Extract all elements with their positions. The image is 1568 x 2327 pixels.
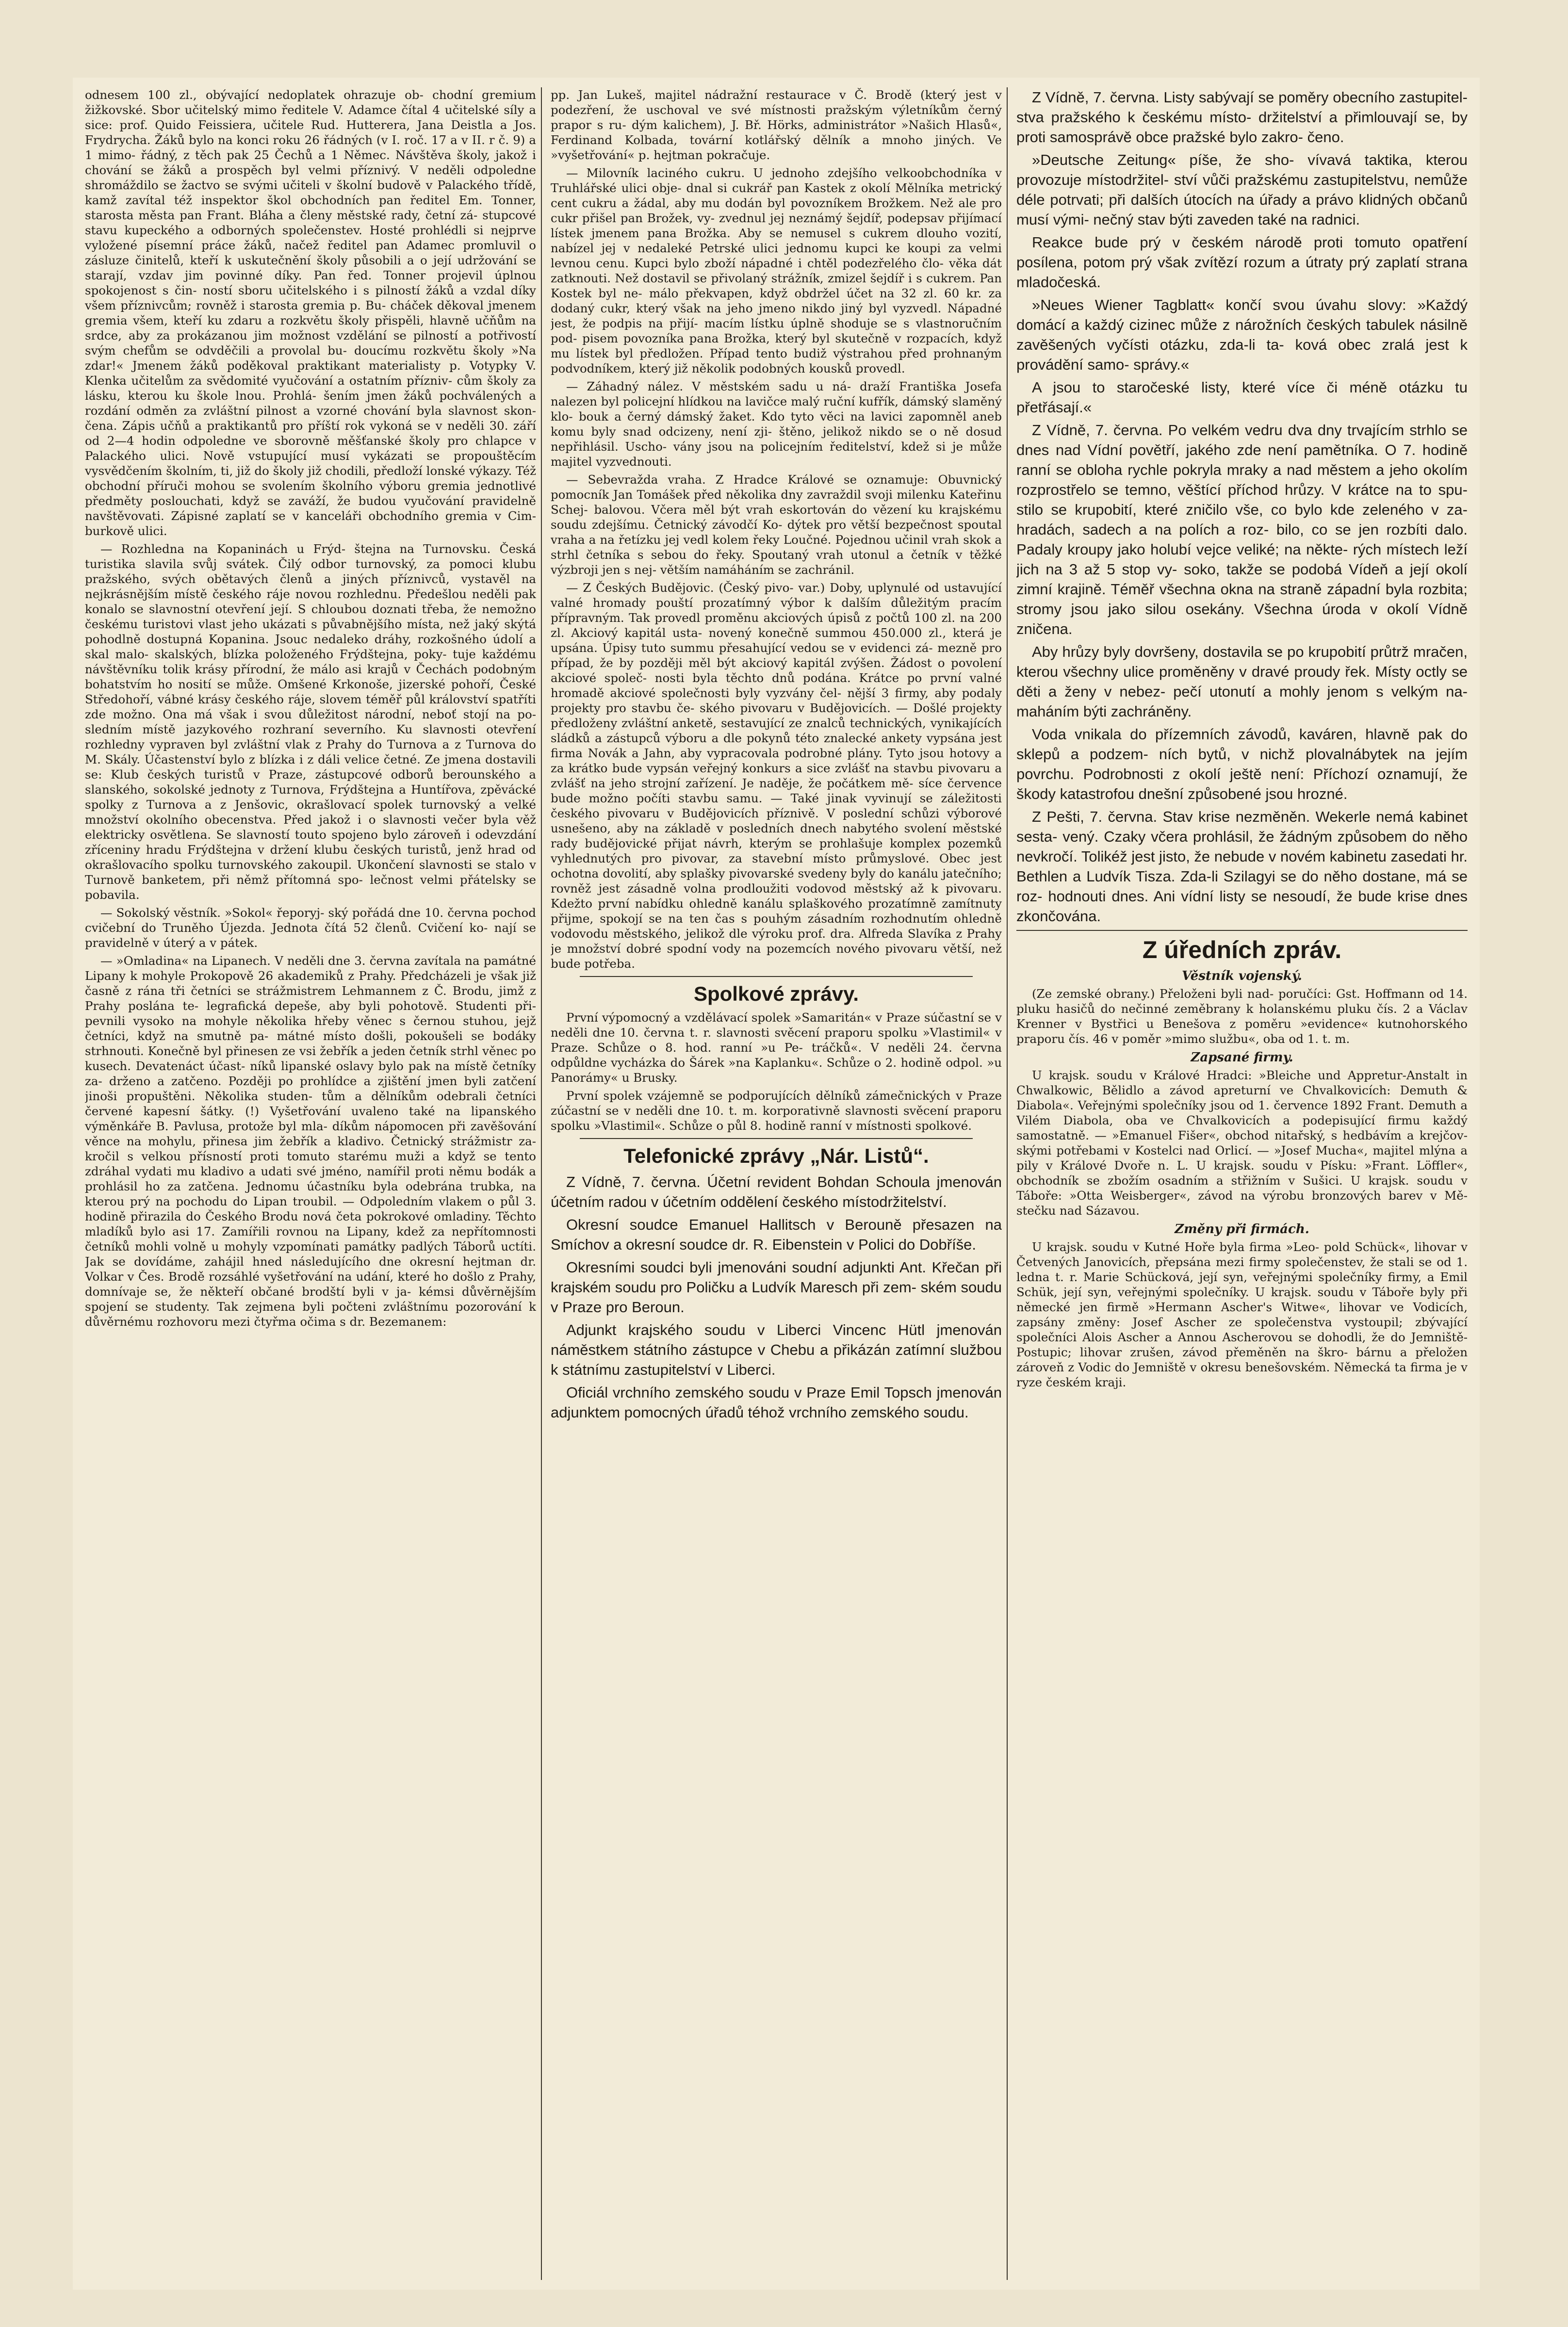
telefon-block bbox=[551, 1172, 1002, 1422]
article-paragraph: Oficiál vrchního zemského soudu v Praze Emil Topsch jmenován adjunktem pomocných úřadů téhož vrchního zemského soudu. bbox=[551, 1384, 1002, 1421]
section-divider bbox=[580, 1138, 973, 1139]
column-1 bbox=[85, 87, 536, 2280]
article-paragraph: »Neues Wiener Tagblatt« končí svou úvahu slovy: »Každý domácí a každý cizinec může z nárožních českých tabulek násilně zavěšených vyčísti otázku, zda-li ta- ková obec zralá jest k provádění samo- správy.« bbox=[1016, 296, 1468, 373]
section-heading-uradni: Z úředních zpráv. bbox=[1142, 936, 1342, 963]
section-heading-spolkove: Spolkové zprávy. bbox=[693, 982, 859, 1005]
article-paragraph: Okresní soudce Emanuel Hallitsch v Berouně přesazen na Smíchov a okresní soudce dr. R. Eibenstein v Polici do Dobříše. bbox=[551, 1216, 1002, 1253]
article-paragraph: — Rozhledna na Kopaninách u Frýd- štejna na Turnovsku. Česká turistika slavila svůj svátek. Čilý odbor turnovský, za pomoci klubu pražského, svých obětavých členů a jiných příznivců, vystavěl na nejkrásnějším místě českého ráje novou rozhlednu. Předešlou neděli pak konalo se slavnostní otevření její. S chloubou doznati třeba, že nemožno českému turistovi vlast jeho ukázati s půvabnějšího místa, než jaký skýtá pohodlně dostupná Kopanina. Jsouc nedaleko dráhy, rozkošného údolí a skal malo- skalských, blízka položeného Frýdštejna, poky- tuje každému návštěvníku tolik krásy přírodní, že málo asi krajů v Čechách podobným bohatstvím ho nosití se může. Omšené Krkonoše, jizerské pohoří, České Středohoří, vábné krásy českého ráje, slovem téměř půl království spatříti zde možno. Ona má však i svou důležitost národní, neboť stojí na po- sledním místě jazykového rozhraní severního. Ku slavnosti otevření rozhledny vypraven byl zvláštní vlak z Prahy do Turnova a z Turnova do M. Skály. Účastenství bylo z blízka i z dáli velice četné. Ze jmena dostavili se: Klub českých turistů v Praze, zástupcové odborů berounského a slanského, sokolské jednoty z Turnova, Frýdštejna a Huntířova, zpěvácké spolky z Turnova a z Jenšovic, okrašlovací spolek turnovský a velké množství okolního obecenstva. Před jakož i o slavnosti večer byla věž elektricky osvětlena. Se slavností touto spojeno bylo zároveň i odevzdání zříceniny hradu Frýdštejna v držení klubu českých turistů, jenž hrad od okrašlovacího spolku turnovského zakoupil. Ukončení slavnosti se stalo v Turnově banketem, při němž přítomná spo- lečnost velmi přátelsky se pobavila. bbox=[85, 542, 536, 902]
article-paragraph: A jsou to staročeské listy, které více či méně otázku tu přetřásají.« bbox=[1016, 379, 1468, 416]
article-paragraph: (Ze zemské obrany.) Přeloženi byli nad- poručíci: Gst. Hoffmann od 14. pluku hasičů do nečinné zeměbrany k holanskému pluku čís. 2 a Václav Krenner v Bystřici u Benešova z poměru »evidence« kutnohorského praporu čís. 46 v poměr »mimo službu«, oba od 1. t. m. bbox=[1016, 987, 1468, 1046]
article-paragraph: Voda vnikala do přízemních závodů, kaváren, hlavně pak do sklepů a podzem- ních bytů, v nichž plovalnábytek na jejím povrchu. Podrobnosti z okolí ještě není: Příchozí oznamují, že škody katastrofou dnešní způsobené jsou hrozné. bbox=[1016, 726, 1468, 802]
article-paragraph: Z Pešti, 7. června. Stav krise nezměněn. Wekerle nemá kabinet sesta- vený. Czaky včera prohlásil, že žádným způsobem do něho nevkročí. Tolikéž jest jisto, že nebude v novém kabinetu zasedati hr. Bethlen a Ludvík Tisza. Zda-li Szilagyi se do něho dostane, má se roz- hodnouti dnes. Ani vídní listy se nesoudí, že bude krise dnes zkončována. bbox=[1016, 808, 1468, 925]
article-paragraph: Z Vídně, 7. června. Listy sabývají se poměry obecního zastupitel- stva pražského k českému místo- držitelství a přimlouvají se, by proti samosprávě obce pražské bylo zakro- čeno. bbox=[1016, 89, 1468, 146]
telefon-continued bbox=[1016, 87, 1468, 926]
article-paragraph: — »Omladina« na Lipanech. V neděli dne 3. června zavítala na památné Lipany k mohyle Prokopově 26 akademiků z Prahy. Předcházeli je však již časně z rána tři četníci se strážmistrem Lehmannem z Č. Brodu, jimž z Prahy poslána te- legrafická depeše, aby byli pohotově. Studenti při- pevnili vysoko na mohyle několika hřeby věnec s černou stuhou, jejž četníci, když na smutně pa- mátné místo došli, pokoušeli se bodáky strhnouti. Konečně byl přinesen ze vsi žebřík a jeden četník strhl věnec po kusech. Devatenáct účast- níků lipanské oslavy bylo pak na místě četníky za- drženo a zatčeno. Později po prohlídce a zjištění jmen byli zatčení jinoši propuštěni. Několika studen- tům a dělníkům odebrali četníci červené kapesní šátky. (!) Vyšetřování uvaleno také na lipanského výměnkáře B. Pavlusa, protože byl mla- díkům nápomocen při zavěšování věnce na mohylu, přinesa jim žebřík a kladivo. Četnický strážmistr za- kročil s velkou přísností proti tomuto starému muži a když se tento zdráhal vydati mu kladivo a udati své jméno, namířil proti němu bodák a prohlásil ho za zatčena. Jednomu účastníku byla odebrána trubka, na kterou prý na pochodu do Lipan troubil. — Odpoledním vlakem o půl 3. hodině přirazila do Českého Brodu nová četa pokrokové omladiny. Těchto mladíků bylo asi 17. Zamířili rovnou na Lipany, kdež za nepřítomnosti četníků mohli volně u mohyly vzpomínati památky padlých Táborů uctíti. Jak se dovídáme, zahájil hned následujícího dne okresní hejtman dr. Volkar v Čes. Brodě rozsáhlé vyšetřování na udání, které ho došlo z Prahy, domnívaje se, že někteří občané brodští byli v ja- kémsi důvěrnějším spojení se studenty. Tak zejmena byli počteni zvláštnímu pozorování k důvěrnému rozhovoru mezi čtyřma očima s dr. Bezemanem: bbox=[85, 954, 536, 1329]
article-paragraph: Adjunkt krajského soudu v Liberci Vincenc Hütl jmenován náměstkem státního zástupce v Chebu a přikázán zatímní službou k státnímu zastupitelství v Liberci. bbox=[551, 1321, 1002, 1378]
section-divider bbox=[1016, 930, 1468, 931]
article-paragraph: — Milovník laciného cukru. U jednoho zdejšího velkoobchodníka v Truhlářské ulici obje- dnal si cukrář pan Kastek z okolí Mělníka metrický cent cukru a žádal, aby mu dodán byl povozníkem Brožkem. Než ale pro cukr přišel pan Brožek, vy- zvednul jej neznámý šejdíř, podepsav přijímací lístek jmenem pana Brožka. Aby se nemusel s cukrem dlouho vozití, nabízel jej v nedaleké Petrské ulici jednomu kupci ke koupi za velmi levnou cenu. Kupci bylo zboží nápadné i chtěl podezřelého člo- věka dát zatknouti. Než dostavil se přivolaný strážník, zmizel šejdíř i s cukrem. Pan Kostek byl ne- málo překvapen, když obdržel účet na 32 zl. 60 kr. za dodaný cukr, který však na jeho jmeno nikdo jiný byl vyzvedl. Nápadné jest, že podpis na přijí- macím lístku úplně shoduje se s vlastnoručním pod- pisem povozníka pana Brožka, který byl skutečně v rozpacích, když mu lístek byl předložen. Případ tento budiž výstrahou před prohnaným podvodníkem, který již několik podobných kousků provedl. bbox=[551, 166, 1002, 375]
column-rule bbox=[541, 87, 542, 2280]
article-paragraph: — Sokolský věstník. »Sokol« řeporyj- ský pořádá dne 10. června pochod cvičební do Truněho Újezda. Jednota čítá 52 členů. Cvičení ko- nají se pravidelně v úterý a v pátek. bbox=[85, 906, 536, 950]
article-paragraph: — Záhadný nález. V městském sadu u ná- draží Františka Josefa nalezen byl policejní hlídkou na lavičce malý ruční kufřík, dámský slaměný klo- bouk a černý dámský žaket. Kdo tyto věci na lavici zapomněl aneb komu byly snad odcizeny, není zji- štěno, jelikož nikdo se o ně dosud nepřihlásil. Uscho- vány jsou na policejním ředitelství, kdež si je může majitel vyzvednouti. bbox=[551, 379, 1002, 469]
article-paragraph: odnesem 100 zl., obývající nedoplatek ohrazuje ob- chodní gremium žižkovské. Sbor učitelský mimo ředitele V. Adamce čítal 4 učitelské síly a sice: prof. Quido Feissiera, učitele Rud. Hutterera, Jana Deistla a Jos. Frydrycha. Žáků bylo na konci roku 26 řádných (v I. roč. 17 a v II. r č. 9) a 1 mimo- řádný, z těch pak 25 Čechů a 1 Němec. Návštěva školy, jakož i chování se žáků a prospěch byl velmi příznivý. V neděli odpoledne shromáždilo se žactvo se svými učiteli v školní budově v Palackého třídě, kamž zavítal též inspektor škol obchodních pan ředitel Em. Tonner, starosta města pan Frant. Bláha a členy městské rady, četní zá- stupcové stavu kupeckého a odborných společenstev. Hosté prohlédli si nejprve vyložené písemní práce žáků, načež ředitel pan Adamec promluvil o zásluze činitelů, kteří k uskutečnění školy působili a o její udržování se starají, vzdav jim povinné díky. Pan řed. Tonner projevil úplnou spokojenost s čin- ností sboru učitelského i s pilností žáků a vzdal díky všem příznivcům; rovněž i starosta gremia p. Bu- cháček děkoval jmenem gremia všem, kteří ku zdaru a rozkvětu školy přispěli, hlavně učňům na srdce, aby za prokázanou jim možnost vzdělání se pilností a potřivostí svým chefům se odvděčili a provolal bu- doucímu rozkvětu školy »Na zdar!« Jmenem žáků poděkoval praktikant materialisty p. Votypky V. Klenka učitelům za svědomité vyučování a ostatním přízniv- cům školy za lásku, kterou ku škole lnou. Prohlá- šením jmen žáků pochválených a rozdání odměn za zvláštní pilnost a vzorné chování byla slavnost skon- čena. Zápis učňů a praktikantů pro příští rok vykoná se v neděli 30. září od 2—4 hodin odpoledne ve sborovně měšťanské školy pro chlapce v Palackého ulici. Nově vstupující musí vykázati se propouštěcím vysvědčením školním, ti, již do školy již chodili, předloží lonské výkazy. Též obchodní příruči mohou se svolením školního výboru gremia jednotlivé předměty poslouchati, když se zaváží, že budou vyučování pravidelně navštěvovati. Zápisné zaplatí se v kanceláři obchodního gremia v Cim- burkově ulici. bbox=[85, 88, 536, 538]
article-paragraph: Okresními soudci byli jmenováni soudní adjunkti Ant. Křečan při krajském soudu pro Poličku a Ludvík Maresch při zem- ském soudu v Praze pro Beroun. bbox=[551, 1259, 1002, 1316]
column-rule bbox=[1007, 87, 1008, 2280]
subheading-firmy: Zapsané firmy. bbox=[1191, 1050, 1293, 1065]
article-paragraph: — Sebevražda vraha. Z Hradce Králové se oznamuje: Obuvnický pomocník Jan Tomášek před několika dny zavraždil svoji milenku Kateřinu Schej- balovou. Včera měl být vrah eskortován do vězení ku krajskému soudu zdejšímu. Četnický závodčí Ko- dýtek pro větší bezpečnost spoutal vraha a na řetízku jej vedl kolem řeky Loučné. Pojednou učinil vrah skok a strhl četníka s sebou do řeky. Spoutaný vrah utonul a četník v těžké výzbroji jen s nej- větším namáháním se zachránil. bbox=[551, 472, 1002, 577]
article-paragraph: První spolek vzájemně se podporujících dělníků zámečnických v Praze zúčastní se v neděli dne 10. t. m. korporativně slavnosti svěcení praporu spolku »Vlastimil«. Schůze o půl 8. hodině ranní v místnosti spolkové. bbox=[551, 1089, 1002, 1133]
article-paragraph: U krajsk. soudu v Králové Hradci: »Bleiche und Appretur-Anstalt in Chwalkowic, Bělidlo a závod apreturní ve Chvalkovicích: Demuth & Diabola«. Veřejnými společníky jsou od 1. července 1892 Frant. Demuth a Vilém Diabola, oba ve Chvalkovicích a podepisující firmu každý samostatně. — »Emanuel Fišer«, obchod nitařský, s hedbávím a krejčov- skými potřebami v Kostelci nad Orlicí. — »Josef Mucha«, majitel mlýna a pily v Králové Dvoře n. L. U krajsk. soudu v Písku: »Frant. Löffler«, obchodník se zbožím osadním a střižním v Sušici. U krajsk. soudu v Táboře: »Otta Weisberger«, závod na výrobu bronzových barev v Mě- stečku nad Sázavou. bbox=[1016, 1068, 1468, 1218]
article-paragraph: — Z Českých Budějovic. (Český pivo- var.) Doby, uplynulé od ustavující valné hromady pouští prozatímný výbor k dalším důležitým pracím přípravným. Tak provedl proměnu akciových úpisů z počtů 100 zl. na 200 zl. Akciový kapitál usta- novený konečně summou 450.000 zl., která je upsána. Úpisy tuto summu přesahující vedou se v evidenci zá- mezně pro případ, že by později měl být akciový kapitál zvýšen. Žádost o povolení akciové společ- nosti byla těchto dnů podána. Krátce po první valné hromadě akciové společnosti byly vyzvány čel- nější 3 firmy, aby podaly projekty pro stavbu če- ského pivovaru v Budějovicích. — Došlé projekty předloženy zvláštní anketě, sestavující ze znalců technických, vynikajících sládků a zástupců výboru a dle pokynů této znalecké ankety vypsána jest firma Novák a Jahn, aby vypracovala podrobné plány. Tyto jsou hotovy a za krátko bude vypsán veřejný konkurs a sice zvlášť na stavbu pivovaru a zvlášť na jeho strojní zařízení. Je naděje, že počátkem mě- síce července bude možno počíti stavbu samu. — Také jinak vyvinují se záležitosti českého pivovaru v Budějovicích příznivě. V poslední schůzi výborové usnešeno, aby na základě v posledních dnech nabytého svolení městské rady budějovické přijat návrh, kterým se prohlašuje komplex pozemků vyhlednutých pro pivovar, za stavební místo průmyslové. Obec jest ochotna dovolití, aby splašky pivovarské svedeny byly do kanálu jatečního; rovněž jest zásadně volna prodloužiti vodovod městský až k pivovaru. Kdežto první nabídku ohledně kanálu splaškového prozatímně zamítnuty přijme, spokojí se na ten čas s pouhým zásadním rozhodnutím ohledně vodovodu městského, jelikož dle výroku prof. dra. Alfreda Slavíka z Prahy je množství dobré spodní vody na pozemcích nového pivovaru větší, než bude potřeba. bbox=[551, 581, 1002, 971]
column-2 bbox=[551, 87, 1002, 2280]
article-paragraph: Z Vídně, 7. června. Účetní revident Bohdan Schoula jmenován účetním radou v účetním oddělení českého místodržitelství. bbox=[551, 1173, 1002, 1210]
article-paragraph: Aby hrůzy byly dovršeny, dostavila se po krupobití průtrž mračen, kterou všechny ulice proměněny v dravé proudy řek. Místy octly se děti a ženy v nebez- pečí utonutí a mohly jenom s velkým na- maháním býti zachráněny. bbox=[1016, 643, 1468, 720]
subheading-zmeny: Změny při firmách. bbox=[1175, 1222, 1309, 1237]
section-heading-telefon: Telefonické zprávy „Nár. Listů“. bbox=[623, 1144, 929, 1167]
article-paragraph: U krajsk. soudu v Kutné Hoře byla firma »Leo- pold Schück«, lihovar v Četvených Janovicích, přepsána mezi firmy společenstev, že stali se od 1. ledna t. r. Marie Schücková, její syn, veřejnými společníky firmy, a Emil Schük, její syn, veřejnými společníky. U krajsk. soudu v Táboře byly při německé jen firmě »Hermann Ascher's Witwe«, lihovar ve Vodicích, zapsány změny: Josef Ascher ze společenstva vystoupil; zbývající společníci Alois Ascher a Annou Ascherovou se dohodli, že do Jemniště- Postupic; lihovar zrušen, závod přeměněn na škro- bárnu a přeložen zároveň z Vodic do Jemniště v okresu benešovském. Německá ta firma je v ryze českém kraji. bbox=[1016, 1240, 1468, 1389]
article-paragraph: Z Vídně, 7. června. Po velkém vedru dva dny trvajícím strhlo se dnes nad Vídní povětří, jakého zde není pamětníka. O 7. hodině ranní se obloha rychle pokryla mraky a nad městem a jeho okolím rozprostřelo se temno, věštící příchod hrůzy. V krátce na to spu- stilo se krupobití, které zničilo vše, co bylo kde zeleného v za- hradách, sadech a na polích a roz- bilo, co se jen rozbíti dalo. Padaly kroupy jako holubí vejce veliké; na někte- rých místech leží jich na 3 až 5 stop vy- soko, takže se podobá Vídeň a její okolí zimní krajině. Téměř všechna okna na straně západní byla rozbita; stromy jsou jako silou osekány. Všechna úroda v okolí Vídně zničena. bbox=[1016, 422, 1468, 637]
article-paragraph: První výpomocný a vzdělávací spolek »Samaritán« v Praze súčastní se v neděli dne 10. června t. r. slavnosti svěcení praporu spolku »Vlastimil« v Praze. Schůze o 8. hod. ranní »u Pe- tráčků«. V neděli 24. června odpůldne vycházka do Šárek »na Kaplanku«. Schůze o 2. hodině odpol. »u Panorámy« u Brusky. bbox=[551, 1010, 1002, 1085]
subheading-vestnik: Věstník vojenský. bbox=[1182, 969, 1302, 983]
article-paragraph: Reakce bude prý v českém národě proti tomuto opatření posílena, potom prý však zvítězí rozum a útraty prý zaplatí strana mladočeská. bbox=[1016, 234, 1468, 291]
article-paragraph: »Deutsche Zeitung« píše, že sho- vívavá taktika, kterou provozuje místodržitel- ství vůči pražskému zastupitelstvu, nemůže déle potrvati; při dalších útocích na úřady a právo klidných občanů musí vými- nečný stav býti zaveden také na radnici. bbox=[1016, 151, 1468, 228]
newspaper-page bbox=[73, 78, 1480, 2290]
article-paragraph: pp. Jan Lukeš, majitel nádražní restaurace v Č. Brodě (který jest v podezření, že uschoval ve své místnosti pražským výletníkům černý prapor s ru- dým kalichem), J. Bř. Hörks, administrátor »Našich Hlasů«, Ferdinand Kolbada, tovární kotlářský dělník a mnoho jiných. Ve »vyšetřování« p. hejtman pokračuje. bbox=[551, 88, 1002, 162]
column-3 bbox=[1016, 87, 1468, 2280]
section-divider bbox=[580, 976, 973, 977]
